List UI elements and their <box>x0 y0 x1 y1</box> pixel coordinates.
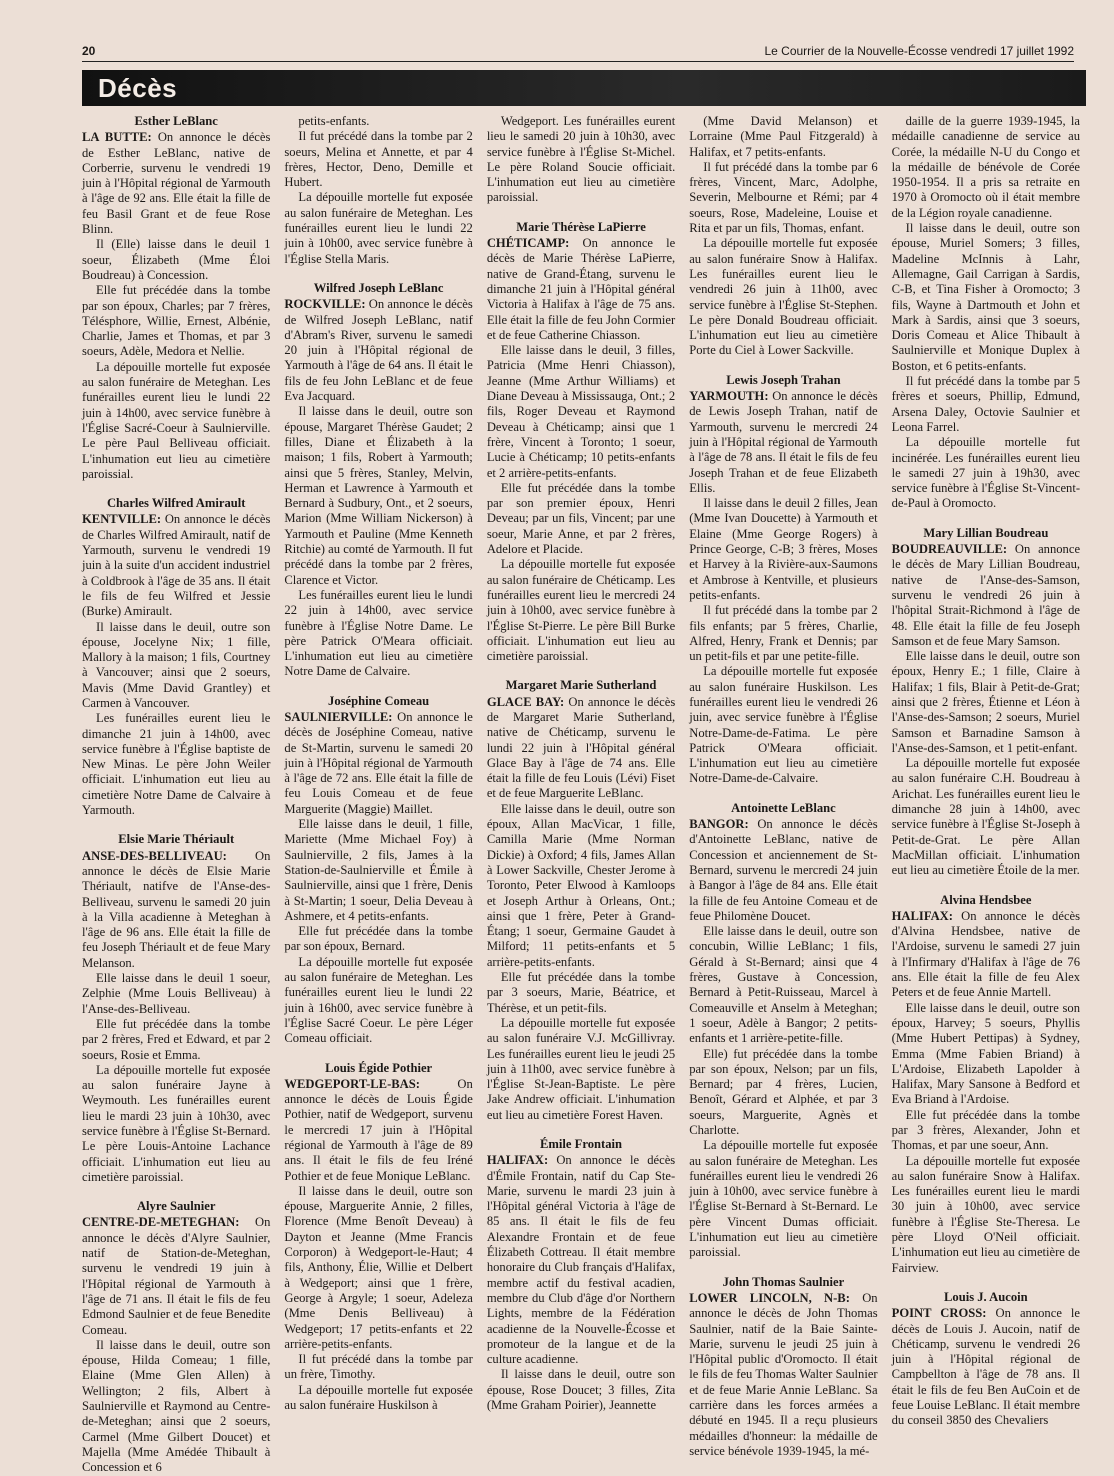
obituary-entry <box>689 114 877 359</box>
obituary-text: Il fut précédé dans la tombe par 6 frères, Vincent, Marc, Adolphe, Severin, Melbourne et Rémi; par 4 soeurs, Rose, Madeleine, Louise et Rita et par un fils, Thomas, enfant. <box>689 159 878 236</box>
obituary-text: On annonce le décès d'Émile Frontain, natif du Cap Ste-Marie, survenu le mardi 23 juin à l'Hôpital général Victoria à l'âge de 85 ans. Il était le fils de feu Alexandre Frontain et de feue Élizabeth Cottreau. Il était membre honoraire du Club français d'Halifax, membre actif du festival acadien, membre du Club d'âge d'or Northern Lights, membre de la Fédération acadienne de la Nouvelle-Écosse et promoteur de la langue et de la culture acadienne. <box>486 1153 676 1367</box>
obituary-paragraph <box>689 389 877 496</box>
obituary-paragraph <box>284 924 472 955</box>
obituary-paragraph <box>892 1108 1080 1154</box>
obituary-paragraph <box>284 297 472 404</box>
obituary-entry <box>284 1061 472 1414</box>
obituary-name: Mary Lillian Boudreau <box>923 525 1049 540</box>
obituary-location: CHÉTICAMP: <box>486 236 570 251</box>
obituary-paragraph <box>892 542 1080 649</box>
obituary-paragraph <box>892 1154 1080 1276</box>
obituary-text: La dépouille mortelle fut exposée au salon funéraire de Chéticamp. Les funérailles eurent lieu le mercredi 24 juin à 10h00, avec service funèbre à l'Église St-Pierre. Le père Bill Burke officiait. L'inhumation eut lieu au cimetière paroissial. <box>486 557 676 664</box>
obituary-entry <box>284 114 472 267</box>
obituary-paragraph <box>487 695 675 802</box>
obituary-paragraph <box>689 664 877 786</box>
obituary-text: La dépouille mortelle fut exposée au salon funéraire C.H. Boudreau à Arichat. Les funérailles eurent lieu le dimanche 28 juin à 14h00, avec service funèbre à l'Église St-Joseph à Petit-de-Grat. Le père Allan MacMillan officiait. L'inhumation eut lieu au cimetière Étoile de la mer. <box>891 756 1081 878</box>
obituary-columns <box>82 114 1081 1475</box>
obituary-text: Il fut précédé dans la tombe par un frère, Timothy. <box>284 1352 473 1382</box>
obituary-text: On annonce le décès d'Antoinette LeBlanc, native de Concession et anciennement de St-Bernard, survenu le mercredi 24 juin à Bangor à l'âge de 84 ans. Elle était la fille de feu Antoine Comeau et de feue Philomène Doucet. <box>689 817 878 923</box>
obituary-text: Il laisse dans le deuil, outre son épouse, Hilda Comeau; 1 fille, Elaine (Mme Glen Allen) à Wellington; 2 fils, Albert à Saulnierville et Raymond au Centre-de-Meteghan; ainsi que 2 soeurs, Carmel (Mme Gilbert Doucet) et Majella (Mme Amédée Thibault à Concession et 6 <box>82 1337 271 1475</box>
obituary-text: Elle laisse dans le deuil 1 soeur, Zelphie (Mme Louis Belliveau) à l'Anse-des-Belliveau. <box>82 971 271 1016</box>
obituary-paragraph <box>284 588 472 680</box>
obituary-text: Elle fut précédée dans la tombe par 3 frères, Alexander, John et Thomas, et par une soeur, Ann. <box>891 1107 1081 1153</box>
obituary-text: On annonce le décès de Margaret Marie Sutherland, native de Chéticamp, survenu le lundi 22 juin à l'Hôpital général Glace Bay à l'âge de 74 ans. Elle était la fille de feu Louis (Lévi) Fiset et de feue Marguerite LeBlanc. <box>486 694 676 801</box>
obituary-text: Il laisse dans le deuil 2 filles, Jean (Mme Ivan Doucette) à Yarmouth et Elaine (Mme George Rogers) à Prince George, C-B; 3 frères, Moses et Harvey à la Rivière-aux-Saumons et Ambrose à Kentville, et plusieurs petits-enfants. <box>689 496 878 602</box>
obituary-text: La dépouille mortelle fut exposée au salon funéraire Huskilson. Les funérailles eurent lieu le vendredi 26 juin, avec service funèbre à l'Église Notre-Dame-de-Fatima. Le père Patrick O'Meara officiait. L'inhumation eut lieu au cimetière Notre-Dame-de-Calvaire. <box>689 664 878 786</box>
obituary-entry <box>892 526 1080 879</box>
obituary-text: Elle laisse dans le deuil, 1 fille, Mariette (Mme Michael Foy) à Saulnierville, 2 fils, James à la Station-de-Saulnierville et Émile à Saulnierville, ainsi que 1 frère, Denis à St-Martin; 1 soeur, Delia Deveau à Ashmere, et 4 petits-enfants. <box>284 817 473 923</box>
obituary-text: La dépouille mortelle fut exposée au salon funéraire de Meteghan. Les funérailles eurent lieu le vendredi 26 juin à 10h00, avec service funèbre à l'Église St-Bernard à St-Bernard. Le père Vincent Dumas officiait. L'inhumation eut lieu au cimetière paroissial. <box>689 1138 878 1260</box>
section-title: Décès <box>98 73 178 103</box>
obituary-entry <box>284 281 472 680</box>
obituary-paragraph <box>82 849 270 971</box>
obituary-paragraph <box>284 1184 472 1352</box>
obituary-paragraph <box>892 909 1080 1001</box>
obituary-paragraph <box>82 1338 270 1476</box>
obituary-name: Wilfred Joseph LeBlanc <box>313 280 444 295</box>
obituary-paragraph <box>689 603 877 664</box>
obituary-text: Elle laisse dans le deuil, outre son époux, Henry E.; 1 fille, Claire à Halifax; 1 fils, Blair à Petit-de-Grat; ainsi que 2 frères, Étienne et Léon à l'Anse-des-Samson; 2 soeurs, Muriel Samson et Barnadine Samson à l'Anse-des-Samson, et 1 petit-enfant. <box>891 649 1081 755</box>
obituary-paragraph <box>689 114 877 160</box>
obituary-paragraph <box>487 343 675 481</box>
obituary-text: La dépouille mortelle fut exposée au salon funéraire de Meteghan. Les funérailles eurent lieu le lundi 22 juin à 16h00, avec service funèbre à l'Église Sacré Coeur. Le père Léger Comeau officiait. <box>284 954 473 1046</box>
obituary-entry <box>82 832 270 1185</box>
obituary-text: Elle laisse dans le deuil, outre son époux, Allan MacVicar, 1 fille, Camilla Marie (Mme Norman Dickie) à Oxford; 4 fils, James Allan à Lower Sackville, Chester Jerome à Toronto, Peter Elwood à Kamloops et Joseph Arthur à Orleans, Ont.; ainsi que 1 frère, Peter à Grand-Étang; 1 soeur, Germaine Gaudet à Milford; 11 petits-enfants et 5 arrière-petits-enfants. <box>486 801 676 969</box>
obituary-name: Antoinette LeBlanc <box>731 800 836 815</box>
obituary-location: SAULNIERVILLE: <box>284 709 393 724</box>
obituary-text: Il laisse dans le deuil, outre son épouse, Jocelyne Nix; 1 fille, Mallory à la maison; 1 fils, Courtney à Vancouver; ainsi que 2 soeurs, Mavis (Mme David Grantley) et Carmen à Vancouver. <box>82 619 271 710</box>
obituary-text: Elle laisse dans le deuil, 3 filles, Patricia (Mme Henri Chiasson), Jeanne (Mme Arthur Williams) et Diane Deveau à Mississauga, Ont.; 2 fils, Roger Deveau et Raymond Deveau à Chéticamp; ainsi que 1 frère, Vincent à Toronto; 1 soeur, Lucie à Chéticamp; 10 petits-enfants et 2 arrière-petits-enfants. <box>486 343 676 480</box>
obituary-paragraph <box>487 1153 675 1367</box>
obituary-name: Louis J. Aucoin <box>944 1289 1028 1304</box>
obituary-location: LOWER LINCOLN, N-B: <box>689 1290 850 1305</box>
obituary-text: Elle fut précédée dans la tombe par son premier époux, Henri Deveau; par un fils, Vincent; par une soeur, Marie Anne, et par 2 frères, Adelore et Placide. <box>486 480 676 557</box>
section-banner <box>82 70 1086 106</box>
obituary-name: Alyre Saulnier <box>136 1199 216 1214</box>
obituary-paragraph <box>284 955 472 1047</box>
obituary-location: WEDGEPORT-LE-BAS: <box>284 1076 420 1091</box>
obituary-location: ANSE-DES-BELLIVEAU: <box>82 848 227 863</box>
obituary-text: Elle fut précédée dans la tombe par 2 frères, Fred et Edward, et par 2 soeurs, Rosie et Emma. <box>82 1016 271 1062</box>
obituary-paragraph <box>689 1291 877 1459</box>
obituary-text: Les funérailles eurent lieu le dimanche 21 juin à 14h00, avec service funèbre à l'Église baptiste de New Minas. Le père John Weiler officiait. L'inhumation eut lieu au cimetière Notre Dame de Calvaire à Yarmouth. <box>82 711 271 818</box>
obituary-paragraph <box>284 190 472 266</box>
column-2 <box>284 114 472 1440</box>
obituary-paragraph <box>82 512 270 619</box>
obituary-paragraph <box>82 971 270 1017</box>
obituary-paragraph <box>82 1017 270 1063</box>
obituary-text: On annonce le décès de Louis J. Aucoin, natif de Chéticamp, survenu le vendredi 26 juin à l'Hôpital régional de Campbellton à l'âge de 78 ans. Il était le fils de feu Ben AuCoin et de feue Louise LeBlanc. Il était membre du conseil 3850 des Chevaliers <box>891 1306 1081 1428</box>
obituary-text: On annonce le décès de Louis Égide Pothier, natif de Wedgeport, survenu le mercredi 17 juin à l'Hôpital régional de Yarmouth à l'âge de 89 ans. Il était le fils de feu Iréné Pothier et de feue Monique LeBlanc. <box>284 1076 473 1183</box>
obituary-name: John Thomas Saulnier <box>722 1274 845 1289</box>
obituary-paragraph <box>689 236 877 358</box>
obituary-text: Elle) fut précédée dans la tombe par son époux, Nelson; par un fils, Bernard; par 4 frères, Lucien, Benoît, Gérard et Alphée, et par 3 soeurs, Marguerite, Agnès et Charlotte. <box>689 1046 878 1137</box>
obituary-location: BANGOR: <box>689 817 749 832</box>
obituary-paragraph <box>82 1215 270 1337</box>
obituary-entry <box>487 114 675 206</box>
obituary-entry <box>892 114 1080 512</box>
obituary-text: Elle laisse dans le deuil, outre son concubin, Willie LeBlanc; 1 fils, Gérald à St-Bernard; ainsi que 4 frères, Gustave à Concession, Bernard à Petit-Ruisseau, Marcel à Comeauville et Anselm à Meteghan; 1 soeur, Adèle à Bangor; 2 petits-enfants et 1 arrière-petite-fille. <box>689 924 878 1046</box>
obituary-paragraph <box>487 481 675 557</box>
obituary-paragraph <box>284 1383 472 1414</box>
obituary-text: On annonce le décès d'Alvina Hendsbee, native de l'Ardoise, survenu le samedi 27 juin à l'Infirmary d'Halifax à l'âge de 76 ans. Elle était la fille de feu Alex Peters et de feue Annie Martell. <box>891 908 1081 1000</box>
obituary-text: petits-enfants. <box>298 114 370 128</box>
obituary-entry <box>487 1137 675 1413</box>
obituary-paragraph <box>487 557 675 664</box>
obituary-text: La dépouille mortelle fut exposée au salon funéraire Huskilson à <box>284 1382 473 1413</box>
obituary-location: YARMOUTH: <box>689 389 769 404</box>
obituary-text: Elle fut précédée dans la tombe par son époux, Charles; par 7 frères, Télésphore, Willie, Ernest, Albénie, Charlie, James et Thomas, et par 3 soeurs, Adèle, Medora et Nellie. <box>82 283 271 359</box>
obituary-paragraph <box>82 283 270 359</box>
obituary-paragraph <box>487 114 675 206</box>
obituary-paragraph <box>284 710 472 817</box>
obituary-paragraph <box>689 496 877 603</box>
obituary-name: Alvina Hendsbee <box>940 892 1032 907</box>
obituary-name: Esther LeBlanc <box>134 114 218 128</box>
obituary-text: On annonce le décès de Elsie Marie Thériault, natifve de l'Anse-des-Belliveau, survenu le samedi 20 juin à la Villa acadienne à Meteghan à l'âge de 96 ans. Elle était la fille de feu Joseph Thériault et de feue Mary Melanson. <box>82 848 271 970</box>
obituary-text: Il laisse dans le deuil, outre son épouse, Muriel Somers; 3 filles, Madeline McInnis à Lahr, Allemagne, Gail Carrigan à Sardis, C-B, et Tina Fisher à Oromocto; 3 fils, Wayne à Dartmouth et John et Mark à Sardis, ainsi que 3 soeurs, Doris Comeau et Alice Thibault à Saulnierville et Monique Duplex à Boston, et 6 petits-enfants. <box>891 221 1081 373</box>
obituary-paragraph <box>892 221 1080 374</box>
obituary-paragraph <box>284 404 472 588</box>
obituary-paragraph <box>284 129 472 190</box>
obituary-paragraph <box>82 1063 270 1185</box>
obituary-paragraph <box>892 756 1080 878</box>
obituary-text: Wedgeport. Les funérailles eurent lieu le samedi 20 juin à 10h30, avec service funèbre à l'Église St-Michel. Le père Roland Soucie officiait. L'inhumation eut lieu au cimetière paroissial. <box>486 114 676 205</box>
obituary-text: Elle laisse dans le deuil, outre son époux, Harvey; 5 soeurs, Phyllis (Mme Hubert Pettipas) à Sydney, Emma (Mme Fabien Briand) à L'Ardoise, Elizabeth Lapolder à Halifax, Mary Sansone à Bedford et Eva Briand à l'Ardoise. <box>891 1000 1081 1107</box>
obituary-paragraph <box>284 817 472 924</box>
obituary-text: Il fut précédé dans la tombe par 2 fils enfants; par 5 frères, Charlie, Alfred, Henry, Frank et Dennis; par un petit-fils et par une petite-fille. <box>689 603 878 664</box>
obituary-text: On annonce le décès de Mary Lillian Boudreau, native de l'Anse-des-Samson, survenu le vendredi 26 juin à l'hôpital Strait-Richmond à l'âge de 48. Elle était la fille de feu Joseph Samson et de feue Mary Samson. <box>891 542 1081 648</box>
obituary-location: POINT CROSS: <box>891 1306 987 1321</box>
obituary-paragraph <box>892 114 1080 221</box>
obituary-text: Il laisse dans le deuil, outre son épouse, Marguerite Annie, 2 filles, Florence (Mme Benoît Deveau) à Dayton et Jeanne (Mme Francis Corporon) à Wedgeport-le-Haut; 4 fils, Anthony, Élie, Willie et Delbert à Wedgeport; ainsi que 1 frère, George à Argyle; 1 soeur, Adeleza (Mme Denis Belliveau) à Wedgeport; 17 petits-enfants et 22 arrière-petits-enfants. <box>284 1183 473 1351</box>
obituary-text: Il (Elle) laisse dans le deuil 1 soeur, Élizabeth (Mme Éloi Boudreau) à Concession. <box>82 237 271 282</box>
obituary-text: On annonce le décès de Marie Thérèse LaPierre, native de Grand-Étang, survenu le dimanche 21 juin à l'Hôpital général Victoria à Halifax à l'âge de 75 ans. Elle était la fille de feu John Cormier et de feue Catherine Chiasson. <box>486 236 676 342</box>
obituary-text: daille de la guerre 1939-1945, la médaille canadienne de service au Corée, la médaille N-U du Congo et la médaille de bénévole de Corée 1950-1954. Il a pris sa retraite en 1970 à Oromocto où il était membre de la Légion royale canadienne. <box>891 114 1081 220</box>
obituary-name: Marie Thérèse LaPierre <box>516 219 646 234</box>
obituary-text: Il fut précédé dans la tombe par 2 soeurs, Melina et Annette, et par 4 frères, Hector, Deno, Demille et Hubert. <box>284 129 473 190</box>
page-header <box>82 44 1074 62</box>
obituary-text: La dépouille mortelle fut exposée au salon funéraire Snow à Halifax. Les funérailles eurent lieu le vendredi 26 juin à 11h00, avec service funèbre à l'Église St-Stephen. Le père Donald Boudreau officiait. L'inhumation eut lieu au cimetière Porte du Ciel à Lower Sackville. <box>689 236 878 358</box>
obituary-name: Margaret Marie Sutherland <box>505 678 657 693</box>
obituary-location: CENTRE-DE-METEGHAN: <box>82 1215 240 1230</box>
obituary-text: Les funérailles eurent lieu le lundi 22 juin à 14h00, avec service funèbre à l'Église Notre Dame. Le père Patrick O'Meara officiait. L'inhumation eut lieu au cimetière Notre Dame de Calvaire. <box>284 587 473 679</box>
obituary-text: On annonce le décès de Esther LeBlanc, native de Corberrie, survenu le vendredi 19 juin à l'Hôpital régional de Yarmouth à l'âge de 92 ans. Elle était la fille de feu Basil Grant et de feue Rose Blinn. <box>82 130 271 237</box>
publication-line: Le Courrier de la Nouvelle-Écosse vendredi 17 juillet 1992 <box>764 44 1074 58</box>
obituary-location: HALIFAX: <box>891 908 953 923</box>
page-number: 20 <box>82 44 96 58</box>
obituary-entry <box>82 114 270 482</box>
obituary-paragraph <box>284 1077 472 1184</box>
obituary-name: Émile Frontain <box>540 1137 622 1151</box>
obituary-paragraph <box>892 1306 1080 1428</box>
obituary-paragraph <box>82 620 270 712</box>
obituary-text: La dépouille mortelle fut incinérée. Les funérailles eurent lieu le samedi 27 juin à 19h30, avec service funèbre à l'Église St-Vincent-de-Paul à Oromocto. <box>891 435 1081 511</box>
column-1 <box>82 114 271 1475</box>
obituary-text: Il laisse dans le deuil, outre son épouse, Rose Doucet; 3 filles, Zita (Mme Graham Poirier), Jeannette <box>486 1367 676 1413</box>
obituary-paragraph <box>487 802 675 970</box>
column-3 <box>487 114 675 1440</box>
header-rule <box>82 61 1074 62</box>
obituary-text: Il laisse dans le deuil, outre son épouse, Margaret Thérèse Gaudet; 2 filles, Diane et Élizabeth à la maison; 1 fils, Robert à Yarmouth; ainsi que 5 frères, Stanley, Melvin, Herman et Lawrence à Yarmouth et Bernard à Sudbury, Ont., et 2 soeurs, Marion (Mme William Nickerson) à Yarmouth et Pauline (Mme Kenneth Ritchie) au comté de Yarmouth. Il fut précédé dans la tombe par 2 frères, Clarence et Victor. <box>284 404 473 587</box>
obituary-paragraph <box>689 1047 877 1139</box>
obituary-location: KENTVILLE: <box>82 512 162 527</box>
obituary-paragraph <box>82 711 270 818</box>
obituary-text: On annonce le décès de Wilfred Joseph LeBlanc, natif d'Abram's River, survenu le samedi 20 juin à l'Hôpital régional de Yarmouth à l'âge de 64 ans. Il était le fils de feu John LeBlanc et de feue Eva Jacquard. <box>284 297 473 404</box>
obituary-paragraph <box>487 236 675 343</box>
obituary-paragraph <box>689 160 877 236</box>
obituary-entry <box>82 496 270 818</box>
obituary-location: HALIFAX: <box>486 1153 549 1168</box>
obituary-entry <box>892 1290 1080 1429</box>
obituary-paragraph <box>689 1138 877 1260</box>
obituary-location: GLACE BAY: <box>486 694 565 709</box>
obituary-name: Lewis Joseph Trahan <box>726 372 841 387</box>
obituary-name: Charles Wilfred Amirault <box>106 496 246 511</box>
obituary-paragraph <box>689 817 877 924</box>
obituary-entry <box>892 893 1080 1276</box>
obituary-paragraph <box>892 649 1080 756</box>
obituary-text: On annonce le décès de Lewis Joseph Trahan, natif de Yarmouth, survenu le mercredi 24 juin à l'Hôpital régional de Yarmouth à l'âge de 78 ans. Il était le fils de feu Joseph Trahan et de feue Elizabeth Ellis. <box>689 389 878 495</box>
obituary-name: Louis Égide Pothier <box>325 1060 433 1075</box>
obituary-text: La dépouille mortelle fut exposée au salon funéraire V.J. McGillivray. Les funérailles eurent lieu le jeudi 25 juin à 11h00, avec service funèbre à l'Église St-Jean-Baptiste. Le père Jake Andrew officiait. L'inhumation eut lieu au cimetière Forest Haven. <box>486 1015 676 1122</box>
obituary-text: Elle fut précédée dans la tombe par son époux, Bernard. <box>284 924 473 954</box>
obituary-entry <box>689 801 877 1261</box>
obituary-name: Joséphine Comeau <box>328 693 430 708</box>
obituary-paragraph <box>892 1001 1080 1108</box>
obituary-text: La dépouille mortelle fut exposée au salon funéraire Jayne à Weymouth. Les funérailles eurent lieu le mardi 23 juin à 10h30, avec service funèbre à l'Église St-Bernard. Le père Louis-Antoine Lachance officiait. L'inhumation eut lieu au cimetière paroissial. <box>82 1062 271 1184</box>
obituary-location: BOUDREAUVILLE: <box>891 542 1008 557</box>
obituary-text: On annonce le décès de Charles Wilfred Amirault, natif de Yarmouth, survenu le vendredi 19 juin à la suite d'un accident industriel à Coldbrook à l'âge de 35 ans. Il était le fils de feu Wilfred et Jessie (Burke) Amirault. <box>82 512 271 619</box>
obituary-text: La dépouille mortelle fut exposée au salon funéraire de Meteghan. Les funérailles eurent lieu le lundi 22 juin à 10h00, avec service funèbre à l'Église Stella Maris. <box>284 190 473 266</box>
obituary-paragraph <box>284 114 472 129</box>
obituary-paragraph <box>82 237 270 283</box>
obituary-text: Il fut précédé dans la tombe par 5 frères et soeurs, Phillip, Edmund, Arsena Daley, Octovie Saulnier et Leona Farrel. <box>891 374 1081 434</box>
column-5 <box>892 114 1080 1440</box>
obituary-paragraph <box>689 924 877 1046</box>
obituary-location: ROCKVILLE: <box>284 297 366 312</box>
obituary-location: LA BUTTE: <box>82 130 152 145</box>
obituary-entry <box>82 1199 270 1475</box>
obituary-text: La dépouille mortelle fut exposée au salon funéraire Snow à Halifax. Les funérailles eurent lieu le mardi 30 juin à 10h00, avec service funèbre à l'Église Ste-Theresa. Le père Lloyd O'Neil officiait. L'inhumation eut lieu au cimetière de Fairview. <box>891 1153 1081 1275</box>
obituary-text: On annonce le décès de John Thomas Saulnier, natif de la Baie Sainte-Marie, survenu le jeudi 25 juin à l'Hôpital public d'Oromocto. Il était le fils de feu Thomas Walter Saulnier et de feue Marie Annie LeBlanc. Sa carrière dans les forces armées a débuté en 1945. Il a reçu plusieurs médailles d'honneur: la médaille de service bénévole 1939-1945, la mé- <box>689 1290 878 1458</box>
obituary-text: On annonce le décès d'Alyre Saulnier, natif de Station-de-Meteghan, survenu le vendredi 19 juin à l'Hôpital régional de Yarmouth à l'âge de 71 ans. Il était le fils de feu Edmond Saulnier et de feue Benedite Comeau. <box>82 1215 271 1337</box>
obituary-text: (Mme David Melanson) et Lorraine (Mme Paul Fitzgerald) à Halifax, et 7 petits-enfants. <box>689 114 878 159</box>
obituary-entry <box>284 694 472 1047</box>
obituary-paragraph <box>892 374 1080 435</box>
column-4 <box>689 114 878 1458</box>
obituary-paragraph <box>487 970 675 1016</box>
obituary-entry <box>689 373 877 787</box>
obituary-entry <box>487 678 675 1123</box>
obituary-text: La dépouille mortelle fut exposée au salon funéraire de Meteghan. Les funérailles eurent lieu le lundi 22 juin à 14h00, avec service funèbre à l'Église Sacré-Coeur à Saulnierville. Le père Paul Belliveau officiait. L'inhumation eut lieu au cimetière paroissial. <box>82 359 271 481</box>
obituary-name: Elsie Marie Thériault <box>118 832 235 847</box>
obituary-entry <box>689 1275 877 1460</box>
obituary-paragraph <box>487 1016 675 1123</box>
obituary-paragraph <box>284 1352 472 1383</box>
obituary-paragraph <box>82 130 270 237</box>
obituary-paragraph <box>892 435 1080 511</box>
obituary-paragraph <box>487 1367 675 1413</box>
obituary-entry <box>487 220 675 665</box>
obituary-text: Elle fut précédée dans la tombe par 3 soeurs, Marie, Béatrice, et Thérèse, et un petit-fils. <box>486 970 676 1015</box>
obituary-text: On annonce le décès de Joséphine Comeau, native de St-Martin, survenu le samedi 20 juin à l'Hôpital régional de Yarmouth à l'âge de 72 ans. Elle était la fille de feu Louis Comeau et de feue Marguerite (Maggie) Maillet. <box>284 709 473 816</box>
obituary-paragraph <box>82 360 270 482</box>
